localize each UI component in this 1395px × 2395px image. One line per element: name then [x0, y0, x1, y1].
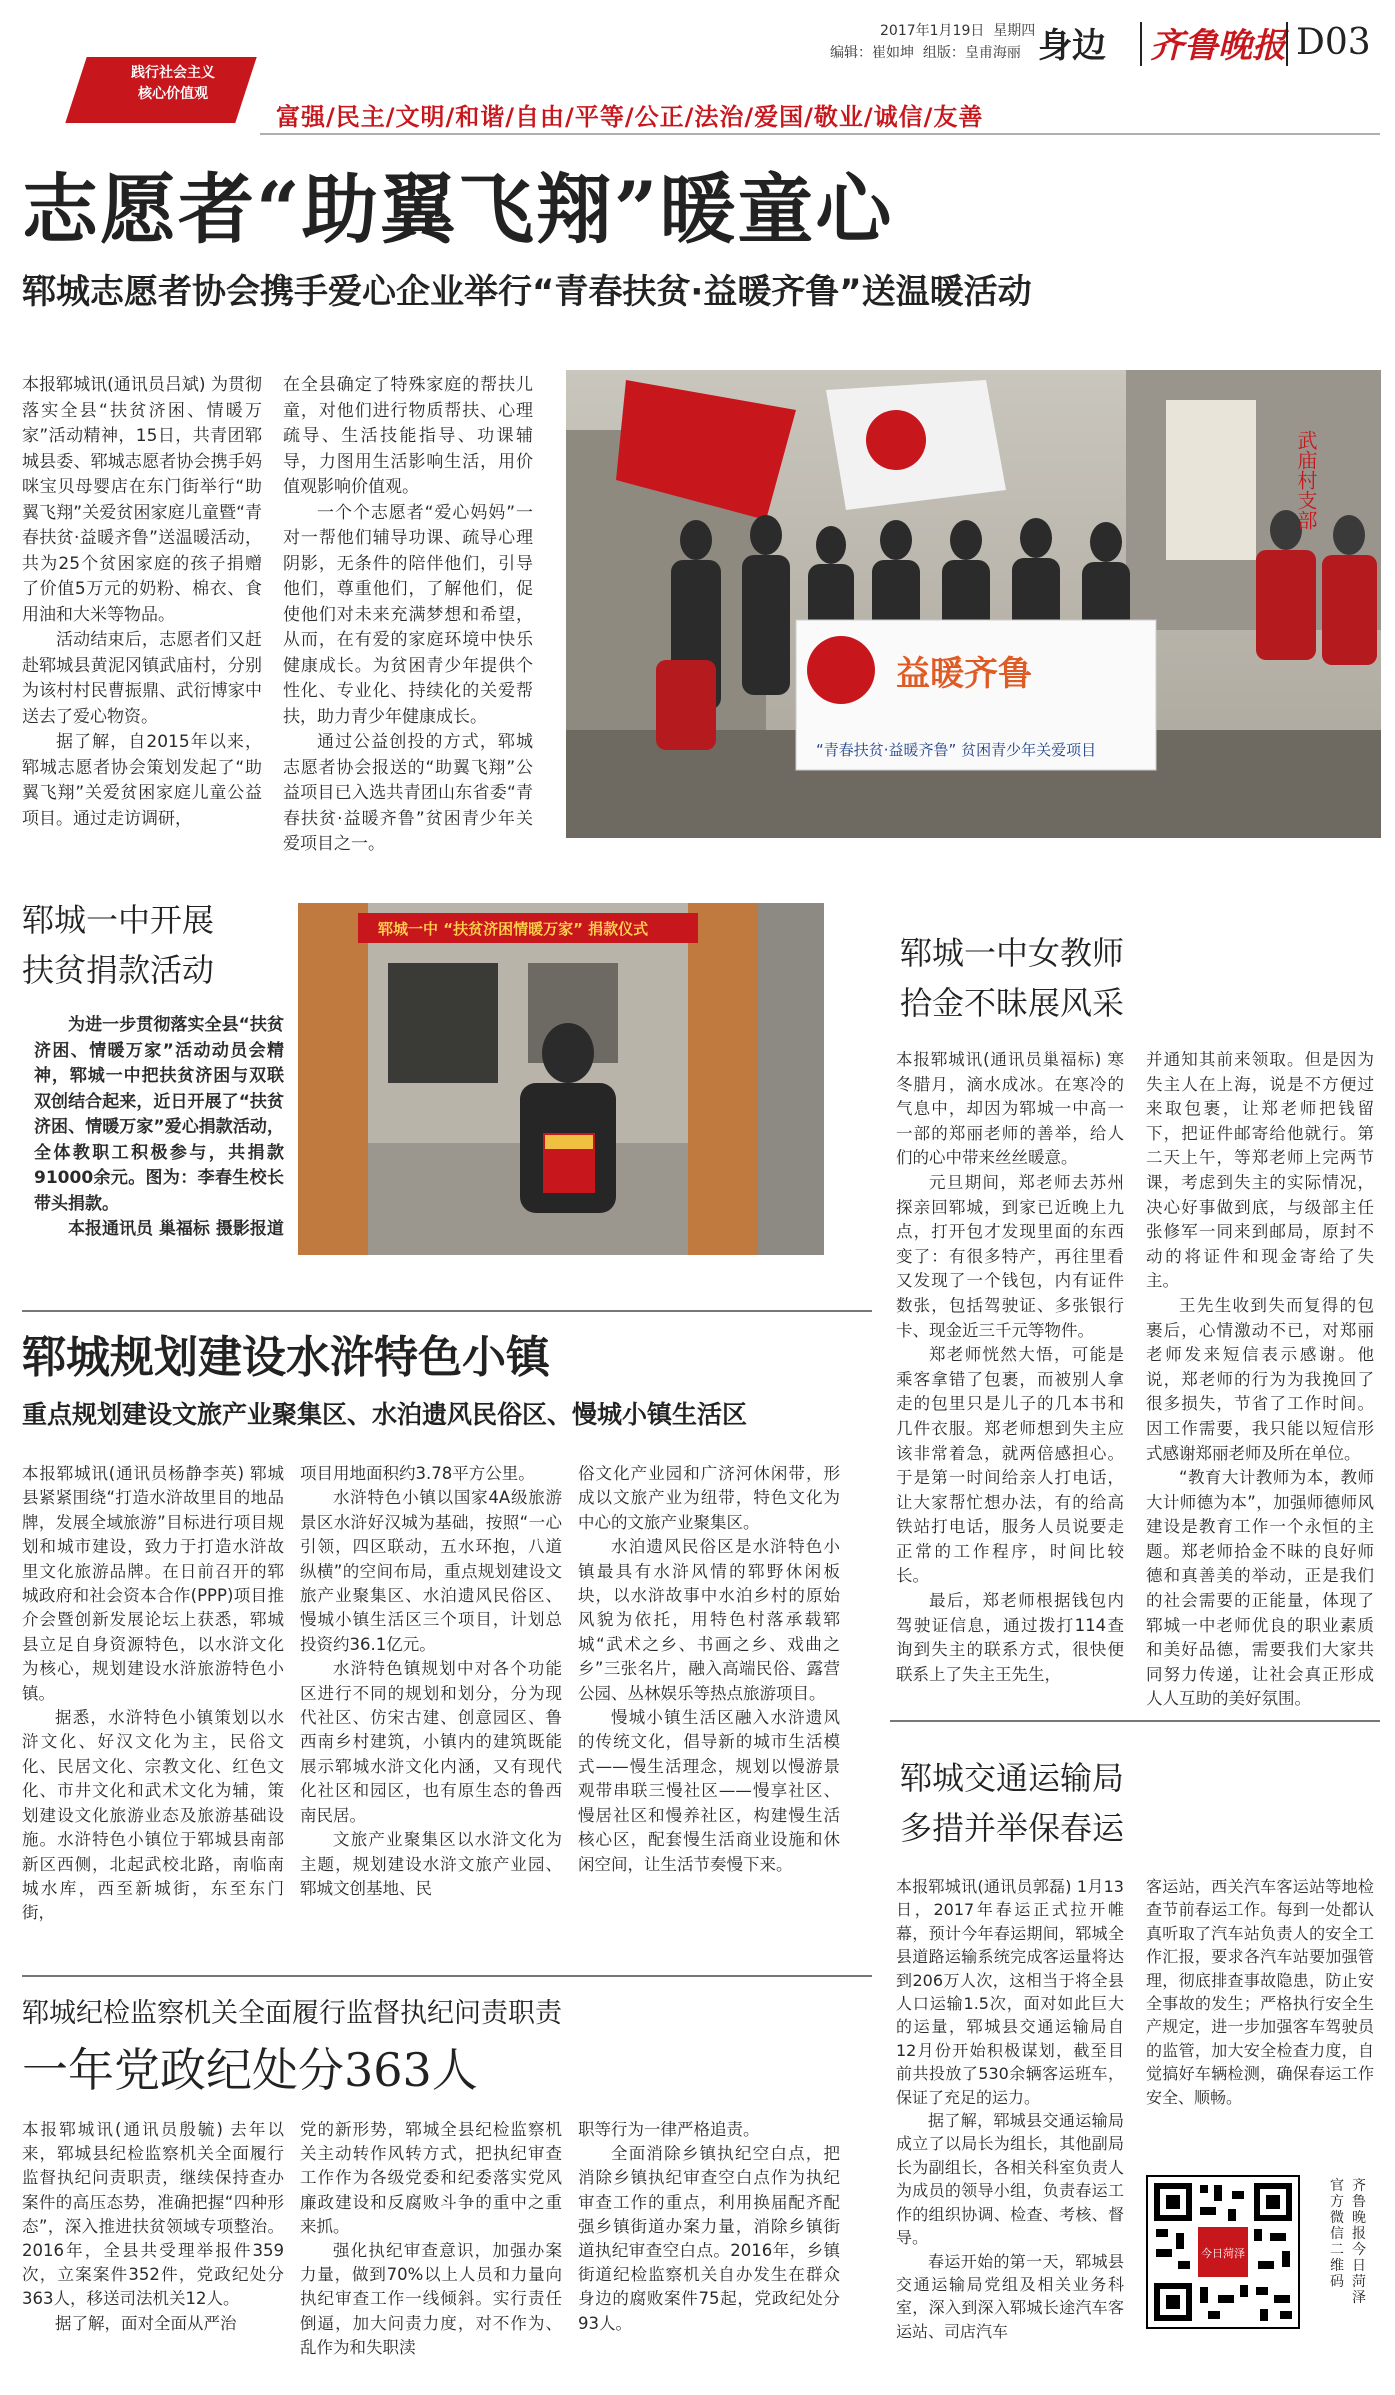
traffic-title: 郓城交通运输局 多措并举保春运	[900, 1759, 1125, 1847]
wechat-qr-code[interactable]	[1146, 2175, 1300, 2329]
section-divider-3	[890, 1720, 1380, 1722]
qr-logo-text: 今日菏泽	[1201, 2247, 1245, 2260]
teacher-title: 郓城一中女教师 拾金不昧展风采	[900, 934, 1125, 1022]
header-divider	[260, 133, 1380, 135]
discipline-column-1: 本报郓城讯(通讯员殷毓) 去年以来，郓城县纪检监察机关全面履行监督执纪问责职责，继续保持查办案件的高压态势，准确把握“四种形态”，深入推进扶贫领域专项整治。2016年，全县共受理举报件359次，立案案件352件，党政纪处分363人，移送司法机关12人。 据了解，面对全面从严治	[22, 2120, 284, 2333]
traffic-column-2: 客运站，西关汽车客运站等地检查节前春运工作。每到一处都认真听取了汽车站负责人的安全工作汇报，要求各汽车站要加强管理，彻底排查事故隐患，防止安全事故的发生；严格执行安全生产规定，进一步加强客车驾驶员的监管，加大安全检查力度，自觉搞好车辆检测，确保春运工作安全、顺畅。	[1146, 1877, 1374, 2107]
lead-headline: 志愿者“助翼飞翔”暖童心	[22, 165, 894, 254]
teacher-column-1: 本报郓城讯(通讯员巢福标) 寒冬腊月，滴水成冰。在寒冷的气息中，却因为郓城一中高一一部的郑丽老师的善举，给人们的心中带来丝丝暖意。 元旦期间，郑老师去苏州探亲回郓城，到家已近晚上九点，打开包才发现里面的东西变了：有很多特产，再往里看又发现了一个钱包，内有证件数张，包括驾驶证、多张银行卡、现金近三千元等物件。 郑老师恍然大悟，可能是乘客拿错了包裹，而被别人拿走的包里只是儿子的几本书和几件衣服。郑老师想到失主应该非常着急，就两倍感担心。于是第一时间给亲人打电话，让大家帮忙想办法，有的给高铁站打电话，服务人员说要走正常的工作程序，时间比较长。 最后，郑老师根据钱包内驾驶证信息，通过拨打114查询到失主的联系方式，很快便联系上了失主王先生，	[896, 1050, 1124, 1684]
section-divider-1	[22, 1310, 872, 1312]
teacher-column-2: 并通知其前来领取。但是因为失主人在上海，说是不方便过来取包裹，让郑老师把钱留下，把证件邮寄给他就行。第二天上午，等郑老师上完两节课，考虑到失主的实际情况，决心好事做到底，与级部主任张修军一同来到邮局，原封不动的将证件和现金寄给了失主。 王先生收到失而复得的包裹后，心情激动不已，对郑丽老师发来短信表示感谢。他说，郑老师的行为为我挽回了很多损失，节省了工作时间。因工作需要，我只能以短信形式感谢郑丽老师及所在单位。 “教育大计教师为本，教师大计师德为本”，加强师德师风建设是教育工作一个永恒的主题。郑老师拾金不昧的良好师德和真善美的举动，正是我们的社会需要的正能量，体现了郓城一中老师优良的职业素质和美好品德，需要我们大家共同努力传递，让社会真正形成人人互助的美好氛围。	[1146, 1050, 1374, 1709]
section-name: 身边	[1038, 26, 1106, 66]
header-separator-2	[1286, 22, 1288, 66]
donation-photo	[298, 903, 824, 1255]
town-headline: 郓城规划建设水浒特色小镇	[22, 1332, 550, 1383]
discipline-column-2: 党的新形势，郓城全县纪检监察机关主动转作风转方式，把执纪审查工作作为各级党委和纪委落实党风廉政建设和反腐败斗争的重中之重来抓。 强化执纪审查意识，加强办案力量，做到70%以上人员和力量向执纪审查工作一线倾斜。实行责任倒逼，加大问责力度，对不作为、乱作为和失职渎	[300, 2120, 562, 2357]
donation-title: 郓城一中开展 扶贫捐款活动	[22, 901, 215, 989]
lead-subhead: 郓城志愿者协会携手爱心企业举行“青春扶贫·益暖齐鲁”送温暖活动	[22, 272, 1032, 312]
lead-column-1: 本报郓城讯(通讯员吕斌) 为贯彻落实全县“扶贫济困、情暖万家”活动精神，15日，共青团郓城县委、郓城志愿者协会携手妈咪宝贝母婴店在东门街举行“助翼飞翔”关爱贫困家庭儿童暨“青春扶贫·益暖齐鲁”送温暖活动，共为25个贫困家庭的孩子捐赠了价值5万元的奶粉、棉衣、食用油和大米等物品。 活动结束后，志愿者们又赶赴郓城县黄泥冈镇武庙村，分别为该村村民曹振鼎、武衍博家中送去了爱心物资。 据了解，自2015年以来，郓城志愿者协会策划发起了“助翼飞翔”关爱贫困家庭儿童公益项目。通过走访调研，	[22, 375, 262, 829]
lead-photo	[566, 370, 1381, 838]
town-column-3: 俗文化产业园和广济河休闲带，形成以文旅产业为纽带，特色文化为中心的文旅产业聚集区。 水泊遗风民俗区是水浒特色小镇最具有水浒风情的郓野休闲板块，以水浒故事中水泊乡村的原始风貌为依托，用特色村落承载郓城“武术之乡、书画之乡、戏曲之乡”三张名片，融入高端民俗、露营公园、丛林娱乐等热点旅游项目。 慢城小镇生活区融入水浒遗风的传统文化，倡导新的城市生活模式——慢生活理念，规划以慢游景观带串联三慢社区——慢享社区、慢居社区和慢养社区，构建慢生活核心区，配套慢生活商业设施和休闲空间，让生活节奏慢下来。	[578, 1464, 840, 1874]
lead-column-2: 在全县确定了特殊家庭的帮扶儿童，对他们进行物质帮扶、心理疏导、生活技能指导、功课辅导，力图用生活影响生活，用价值观影响价值观。 一个个志愿者“爱心妈妈”一对一帮他们辅导功课、疏导心理阴影，无条件的陪伴他们，引导他们，尊重他们，了解他们，促使他们对未来充满梦想和希望，从而，在有爱的家庭环境中快乐健康成长。为贫困青少年提供个性化、专业化、持续化的关爱帮扶，助力青少年健康成长。 通过公益创投的方式，郓城志愿者协会报送的“助翼飞翔”公益项目已入选共青团山东省委“青春扶贫·益暖齐鲁”贫困青少年关爱项目之一。	[283, 375, 533, 854]
qr-caption-left: 官方微信 二维码	[1330, 2178, 1344, 2290]
donation-caption: 为进一步贯彻落实全县“扶贫济困、情暖万家”活动动员会精神，郓城一中把扶贫济困与双联双创结合起来，近日开展了“扶贫济困、情暖万家”爱心捐款活动，全体教职工积极参与，共捐款91000余元。图为：李春生校长带头捐款。 本报通讯员 巢福标 摄影报道	[34, 1015, 284, 1239]
donation-photo-banner: 郓城一中 “扶贫济困情暖万家” 捐款仪式	[378, 920, 649, 938]
town-column-2: 项目用地面积约3.78平方公里。 水浒特色小镇以国家4A级旅游景区水浒好汉城为基础，按照“一心引领，四区联动，五水环抱，八道纵横”的空间布局，重点规划建设文旅产业聚集区、水泊遗风民俗区、慢城小镇生活区三个项目，计划总投资约36.1亿元。 水浒特色镇规划中对各个功能区进行不同的规划和划分，分为现代社区、仿宋古建、创意园区、鲁西南乡村建筑，小镇内的建筑既能展示郓城水浒文化内涵，又有现代化社区和园区，也有原生态的鲁西南民居。 文旅产业聚集区以水浒文化为主题，规划建设水浒文旅产业园、郓城文创基地、民	[300, 1464, 562, 1898]
newspaper-logo: 齐鲁晚报	[1150, 26, 1286, 66]
volunteers-group-photo	[566, 370, 1381, 838]
donation-ceremony-photo	[298, 903, 824, 1255]
qr-caption-right: 齐鲁晚报 今日菏泽	[1352, 2178, 1366, 2306]
discipline-kicker: 郓城纪检监察机关全面履行监督执纪问责职责	[22, 1998, 562, 2029]
photo-banner-title: 益暖齐鲁	[896, 654, 1032, 694]
issue-date: 2017年1月19日 星期四	[880, 23, 1036, 39]
town-subhead: 重点规划建设文旅产业聚集区、水泊遗风民俗区、慢城小镇生活区	[22, 1400, 748, 1429]
town-column-1: 本报郓城讯(通讯员杨静李英) 郓城县紧紧围绕“打造水浒故里目的地品牌，发展全域旅游”目标进行项目规划和城市建设，致力于打造水浒故里文化旅游品牌。在日前召开的郓城政府和社会资本合作(PPP)项目推介会暨创新发展论坛上获悉，郓城县立足自身资源特色，以水浒文化为核心，规划建设水浒旅游特色小镇。 据悉，水浒特色小镇策划以水浒文化、好汉文化为主，民俗文化、民居文化、宗教文化、红色文化、市井文化和武术文化为辅，策划建设文化旅游业态及旅游基础设施。水浒特色小镇位于郓城县南部新区西侧，北起武校北路，南临南城水库，西至新城街，东至东门街，	[22, 1464, 284, 1923]
traffic-column-1: 本报郓城讯(通讯员郭磊) 1月13日，2017年春运正式拉开帷幕，预计今年春运期间，郓城全县道路运输系统完成客运量将达到206万人次，这相当于将全县人口运输1.5次，面对如此巨大的运量，郓城县交通运输局自12月份开始积极谋划，截至目前共投放了530余辆客运班车，保证了充足的运力。 据了解，郓城县交通运输局成立了以局长为组长，其他副局长为副组长，各相关科室负责人为成员的领导小组，负责春运工作的组织协调、检查、考核、督导。 春运开始的第一天，郓城县交通运输局党组及相关业务科室，深入到深入郓城长途汽车客运站、司店汽车	[896, 1877, 1124, 2341]
editor-credit: 编辑：崔如坤 组版：皇甫海丽	[830, 45, 1021, 61]
discipline-headline: 一年党政纪处分363人	[22, 2043, 478, 2097]
discipline-column-3: 职等行为一律严格追责。 全面消除乡镇执纪空白点，把消除乡镇执纪审查空白点作为执纪审查工作的重点，利用换届配齐配强乡镇街道办案力量，消除乡镇街道执纪审查空白点。2016年，乡镇街道纪检监察机关自办发生在群众身边的腐败案件75起，党政纪处分93人。	[578, 2120, 840, 2333]
core-values-badge-text: 践行社会主义 核心价值观	[131, 65, 215, 102]
section-divider-2	[22, 1975, 872, 1977]
header-separator	[1140, 22, 1142, 66]
photo-village-sign: 武庙村支部	[1294, 430, 1318, 530]
photo-banner-caption: “青春扶贫·益暖齐鲁” 贫困青少年关爱项目	[816, 741, 1097, 759]
qr-code-icon	[1148, 2177, 1298, 2327]
core-values-list: 富强/民主/文明/和谐/自由/平等/公正/法治/爱国/敬业/诚信/友善	[276, 103, 984, 131]
page-number: D03	[1296, 22, 1371, 63]
